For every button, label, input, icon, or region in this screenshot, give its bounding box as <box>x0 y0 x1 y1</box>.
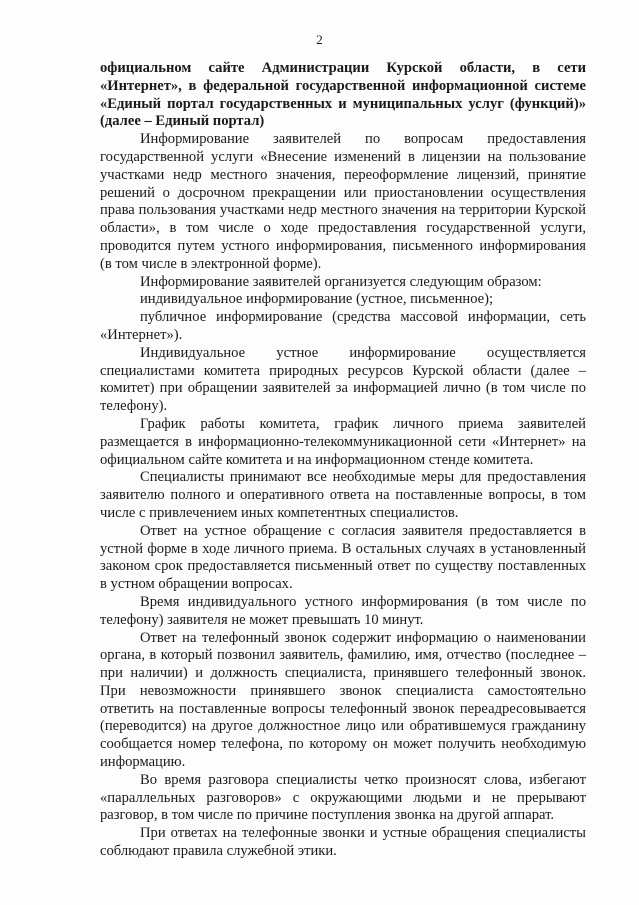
paragraph-phone-answer: Ответ на телефонный звонок содержит информацию о наименовании органа, в который позвонил заявитель, фамилию, имя, отчество (последнее – при наличии) и должность специалиста, принявшего телефонный звонок. При невозможности принявшего звонок специалиста самостоятельно ответить на поставленные вопросы телефонный звонок переадресовывается (переводится) на другое должностное лицо или обратившемуся гражданину сообщается номер телефона, по которому он может получить необходимую информацию. <box>100 629 586 771</box>
paragraph-informing-procedure: Информирование заявителей по вопросам предоставления государственной услуги «Внесение изменений в лицензии на пользование участками недр местного значения, переоформление лицензий, принятие решений о досрочном прекращении или приостановлении осуществления права пользования участками недр местного значения на территории Курской области», в том числе о ходе предоставления государственной услуги, проводится путем устного информирования, письменного информирования (в том числе в электронной форме). <box>100 131 586 272</box>
paragraph-organization: Информирование заявителей организуется следующим образом: <box>140 273 542 290</box>
paragraph-public-informing: публичное информирование (средства массовой информации, сеть «Интернет»). <box>100 309 586 343</box>
paragraph-time-limit: Время индивидуального устного информирования (в том числе по телефону) заявителя не может превышать 10 минут. <box>100 593 586 628</box>
page-number: 2 <box>316 32 323 47</box>
paragraph-specialists-measures: Специалисты принимают все необходимые меры для предоставления заявителю полного и оперативного ответа на поставленные вопросы, в том числе с привлечением иных компетентных специалистов. <box>100 469 586 521</box>
document-body <box>100 60 586 861</box>
section-heading: официальном сайте Администрации Курской области, в сети «Интернет», в федеральной государственной информационной системе «Единый портал государственных и муниципальных услуг (функций)» (далее – Единый портал) <box>100 60 586 130</box>
paragraph-oral-answer: Ответ на устное обращение с согласия заявителя предоставляется в устной форме в ходе личного приема. В остальных случаях в установленный законом срок предоставляется письменный ответ по существу поставленных в устном обращении вопросах. <box>100 522 586 593</box>
paragraph-ethics: При ответах на телефонные звонки и устные обращения специалисты соблюдают правила служебной этики. <box>100 825 586 860</box>
paragraph-schedule: График работы комитета, график личного приема заявителей размещается в информационно-телекоммуникационной сети «Интернет» на официальном сайте комитета и на информационном стенде комитета. <box>100 415 586 468</box>
paragraph-individual-informing: индивидуальное информирование (устное, письменное); <box>140 291 494 308</box>
paragraph-conversation: Во время разговора специалисты четко произносят слова, избегают «параллельных разговоров» с окружающими людьми и не прерывают разговор, в том числе по причине поступления звонка на другой аппарат. <box>100 771 586 824</box>
paragraph-oral-informing: Индивидуальное устное информирование осуществляется специалистами комитета природных ресурсов Курской области (далее – комитет) при обращении заявителей за информацией лично (в том числе по телефону). <box>100 344 586 415</box>
